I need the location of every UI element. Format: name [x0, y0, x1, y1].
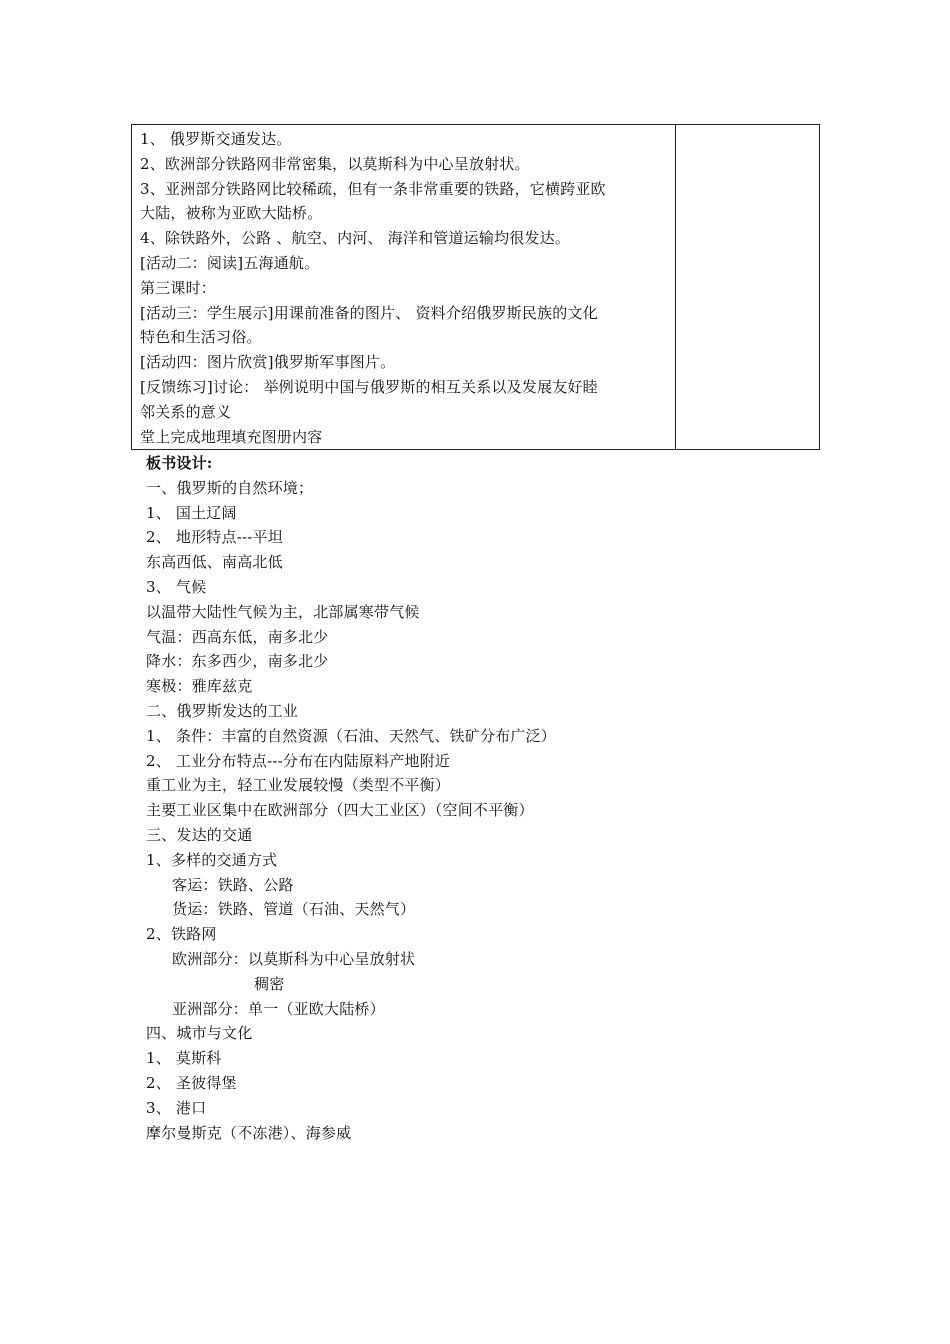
board-line: 摩尔曼斯克（不冻港）、海参威: [146, 1123, 352, 1142]
board-line: 2、 工业分布特点---分布在内陆原料产地附近: [146, 751, 451, 770]
board-line: 客运：铁路、公路: [172, 875, 294, 894]
board-line: 三、发达的交通: [146, 825, 253, 844]
board-line: 1、 条件：丰富的自然资源（石油、天然气、铁矿分布广泛）: [146, 726, 556, 745]
board-line: 1、 国土辽阔: [146, 503, 237, 522]
board-line: 2、 地形特点---平坦: [146, 528, 283, 547]
board-line: 气温：西高东低，南多北少: [146, 627, 329, 646]
table-line: 特色和生活习俗。: [140, 328, 262, 347]
table-line: 1、 俄罗斯交通发达。: [140, 130, 292, 148]
table-line: [活动四：图片欣赏]俄罗斯军事图片。: [140, 353, 396, 372]
table-line: [反馈练习]讨论： 举例说明中国与俄罗斯的相互关系以及发展友好睦: [140, 377, 598, 396]
board-line: 3、 港口: [146, 1098, 207, 1117]
board-line: 一、俄罗斯的自然环境；: [146, 478, 314, 497]
board-line: 稠密: [254, 974, 285, 993]
board-line: 以温带大陆性气候为主，北部属寒带气候: [146, 602, 420, 621]
board-line: 东高西低、南高北低: [146, 553, 283, 572]
table-line: [活动三：学生展示]用课前准备的图片、 资料介绍俄罗斯民族的文化: [140, 303, 598, 322]
table-line: 大陆，被称为亚欧大陆桥。: [140, 204, 323, 223]
board-line: 寒极：雅库兹克: [146, 677, 253, 696]
board-line: 1、 莫斯科: [146, 1049, 222, 1068]
notes-cell: [676, 125, 820, 450]
table-line: 2、欧洲部分铁路网非常密集，以莫斯科为中心呈放射状。: [140, 154, 530, 173]
board-line: 1、多样的交通方式: [146, 850, 278, 869]
table-line: 邻关系的意义: [140, 402, 232, 421]
board-line: 二、俄罗斯发达的工业: [146, 701, 299, 720]
lesson-content-cell: [132, 125, 676, 450]
board-line: 3、 气候: [146, 577, 207, 596]
board-line: 四、城市与文化: [146, 1024, 253, 1043]
table-row: [132, 125, 820, 450]
board-line: 2、铁路网: [146, 925, 217, 944]
table-line: 堂上完成地理填充图册内容: [140, 427, 323, 446]
board-design: [146, 451, 556, 1145]
table-line: 4、除铁路外，公路 、航空、内河、 海洋和管道运输均很发达。: [140, 229, 571, 248]
board-title: 板书设计:: [146, 454, 213, 472]
board-line: 亚洲部分：单一（亚欧大陆桥）: [172, 999, 385, 1018]
board-line: 降水：东多西少，南多北少: [146, 652, 329, 671]
board-line: 主要工业区集中在欧洲部分（四大工业区）（空间不平衡）: [146, 801, 534, 820]
board-line: 2、 圣彼得堡: [146, 1073, 237, 1092]
board-line: 货运：铁路、管道（石油、天然气）: [172, 900, 416, 919]
table-line: [活动二：阅读]五海通航。: [140, 253, 320, 272]
board-line: 重工业为主，轻工业发展较慢（类型不平衡）: [146, 776, 451, 795]
board-line: 欧洲部分：以莫斯科为中心呈放射状: [172, 949, 416, 968]
table-line: 3、亚洲部分铁路网比较稀疏，但有一条非常重要的铁路，它横跨亚欧: [140, 179, 606, 198]
lesson-table: [131, 124, 820, 450]
table-line: 第三课时：: [140, 278, 217, 297]
